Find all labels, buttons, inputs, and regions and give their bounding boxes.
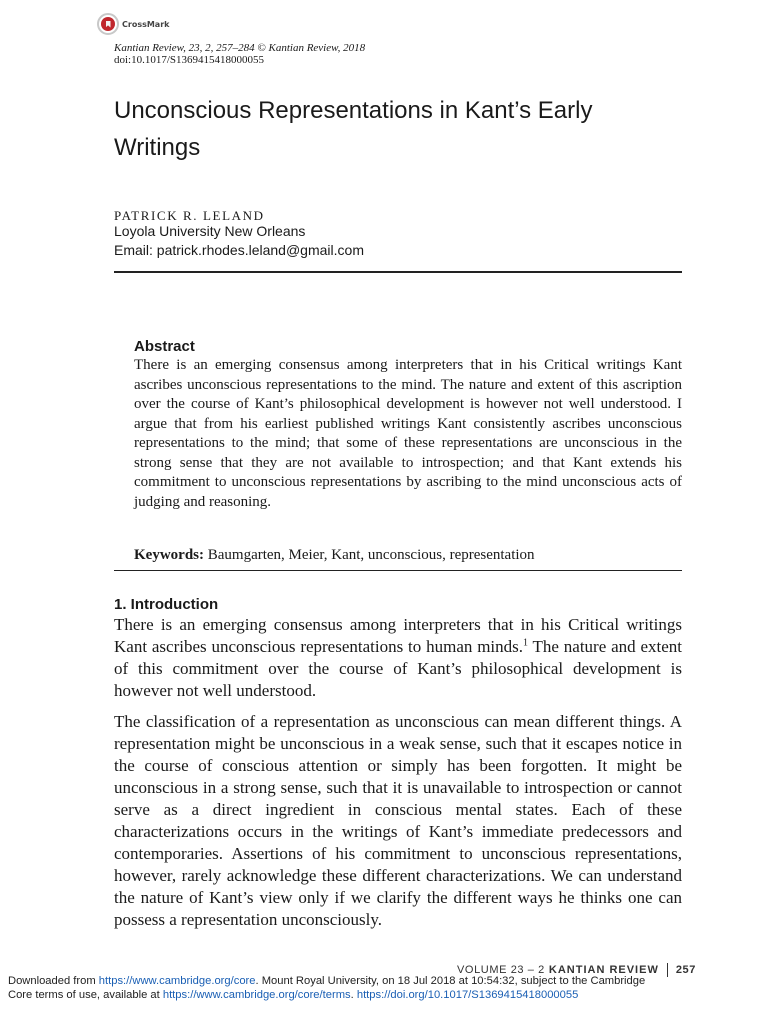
abstract-divider (114, 570, 682, 571)
article-title: Unconscious Representations in Kant’s Early Writings (114, 97, 593, 161)
footer-volume: VOLUME 23 – 2 (456, 964, 545, 976)
terms-link[interactable]: https://www.cambridge.org/core/terms (162, 989, 351, 1001)
footer-journal: KANTIAN REVIEW (548, 964, 659, 976)
download-prefix: Downloaded from (8, 975, 99, 987)
article-doi: doi:10.1017/S1369415418000055 (114, 54, 265, 66)
crossmark-label: CrossMark (122, 19, 170, 29)
crossmark-badge[interactable] (97, 12, 169, 36)
keywords-list: Baumgarten, Meier, Kant, unconscious, representation (207, 547, 535, 563)
author-affiliation: Loyola University New Orleans (114, 223, 306, 239)
intro-paragraph-1-text: There is an emerging consensus among interpreters that in his Critical writings Kant ascribes unconscious representations to human minds. (114, 615, 682, 656)
intro-paragraph-1-rest: The nature and extent of this commitment over the course of Kant’s philosophical development is however not well understood. (114, 637, 682, 700)
footnote-marker[interactable]: 1 (523, 637, 529, 649)
intro-paragraph-1 (114, 614, 682, 702)
journal-citation: Kantian Review, 23, 2, 257–284 © Kantian Review, 2018 (114, 42, 366, 54)
author-name: PATRICK R. LELAND (114, 208, 265, 223)
abstract-text: There is an emerging consensus among interpreters that in his Critical writings Kant ascribes unconscious representations to the mind. The nature and extent of this ascription over the course of Kant’s philosophical development is however not well understood. I argue that from his earliest published writings Kant consistently ascribes unconscious representations to the mind; that some of these representations are unconscious in the strong sense that they are not available to introspection; and that Kant extends his commitment to unconscious representations by ascribing to the mind unconscious acts of judging and reasoning. (134, 357, 682, 510)
crossmark-icon (97, 13, 119, 35)
doi-link[interactable]: https://doi.org/10.1017/S1369415418000055 (356, 989, 579, 1001)
download-suffix: . Mount Royal University, on 18 Jul 2018 at 10:54:32, subject to the Cambridge (255, 975, 646, 987)
terms-notice (8, 988, 760, 1002)
download-notice (8, 974, 760, 988)
author-email: Email: patrick.rhodes.leland@gmail.com (114, 242, 364, 258)
terms-prefix: Core terms of use, available at (8, 989, 163, 1001)
cambridge-core-link[interactable]: https://www.cambridge.org/core (98, 975, 256, 987)
abstract-heading: Abstract (134, 338, 195, 355)
keywords (134, 545, 682, 565)
page-number: 257 (675, 964, 696, 976)
intro-paragraph-2: The classification of a representation as unconscious can mean different things. A representation might be unconscious in a weak sense, such that it escapes notice in the course of conscious attention or simply has been forgotten. It might be unconscious in a strong sense, such that it is unavailable to introspection or cannot serve as a direct ingredient in conscious mental states. Each of these characterizations occurs in the writings of Kant’s immediate predecessors and contemporaries. Assertions of his commitment to unconscious representations, however, rarely acknowledge these different characterizations. We can understand the nature of Kant’s view only if we clarify the different ways he thinks one can possess a representation unconsciously. (114, 712, 682, 929)
keywords-label: Keywords: (134, 547, 204, 563)
terms-separator: . (350, 989, 357, 1001)
header-divider (114, 271, 682, 273)
section-heading-introduction: 1. Introduction (114, 596, 219, 613)
